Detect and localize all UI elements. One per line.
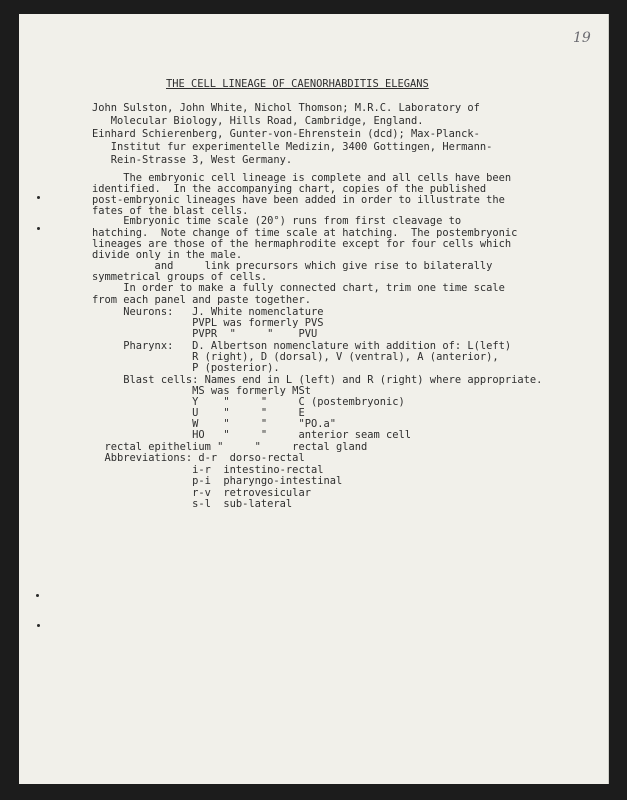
- body-line: hatching. Note change of time scale at hatching. The postembryonic: [92, 227, 518, 239]
- body-line: Neurons: J. White nomenclature: [92, 306, 324, 318]
- body-line: divide only in the male.: [92, 249, 243, 261]
- author-line: Molecular Biology, Hills Road, Cambridge, England.: [92, 115, 424, 127]
- body-line: Y " " C (postembryonic): [92, 396, 405, 408]
- body-line: Blast cells: Names end in L (left) and R (right) where appropriate.: [92, 374, 543, 386]
- author-line: John Sulston, John White, Nichol Thomson; M.R.C. Laboratory of: [92, 102, 480, 114]
- body-line: post-embryonic lineages have been added in order to illustrate the: [92, 194, 505, 206]
- body-line: i-r intestino-rectal: [92, 464, 324, 476]
- body-line: fates of the blast cells.: [92, 205, 249, 217]
- body-line: MS was formerly MSt: [92, 385, 311, 397]
- body-line: from each panel and paste together.: [92, 294, 311, 306]
- body-line: s-l sub-lateral: [92, 498, 293, 510]
- body-line: R (right), D (dorsal), V (ventral), A (anterior),: [92, 351, 499, 363]
- document-title: THE CELL LINEAGE OF CAENORHABDITIS ELEGANS: [166, 78, 429, 90]
- author-line: Rein-Strasse 3, West Germany.: [92, 154, 293, 166]
- body-line: lineages are those of the hermaphrodite except for four cells which: [92, 238, 512, 250]
- punch-mark: [37, 227, 40, 230]
- body-line: HO " " anterior seam cell: [92, 429, 412, 441]
- body-line: Pharynx: D. Albertson nomenclature with addition of: L(left): [92, 340, 512, 352]
- body-line: symmetrical groups of cells.: [92, 271, 268, 283]
- punch-mark: [37, 196, 40, 199]
- body-line: PVPL was formerly PVS: [92, 317, 324, 329]
- body-line: identified. In the accompanying chart, copies of the published: [92, 183, 487, 195]
- author-line: Einhard Schierenberg, Gunter-von-Ehrenstein (dcd); Max-Planck-: [92, 128, 480, 140]
- body-line: The embryonic cell lineage is complete and all cells have been: [92, 172, 512, 184]
- body-line: U " " E: [92, 407, 305, 419]
- punch-mark: [37, 624, 40, 627]
- body-line: rectal epithelium " " rectal gland: [92, 441, 368, 453]
- page-number: 19: [573, 30, 591, 46]
- body-line: Abbreviations: d-r dorso-rectal: [92, 452, 305, 464]
- author-line: Institut fur experimentelle Medizin, 3400 Gottingen, Hermann-: [92, 141, 493, 153]
- body-line: W " " "PO.a": [92, 418, 336, 430]
- body-line: P (posterior).: [92, 362, 280, 374]
- body-line: and link precursors which give rise to bilaterally: [92, 260, 493, 272]
- body-line: r-v retrovesicular: [92, 487, 311, 499]
- body-line: PVPR " " PVU: [92, 328, 318, 340]
- punch-mark: [36, 594, 39, 597]
- body-line: In order to make a fully connected chart, trim one time scale: [92, 282, 505, 294]
- body-line: Embryonic time scale (20°) runs from first cleavage to: [92, 215, 462, 227]
- body-line: p-i pharyngo-intestinal: [92, 475, 343, 487]
